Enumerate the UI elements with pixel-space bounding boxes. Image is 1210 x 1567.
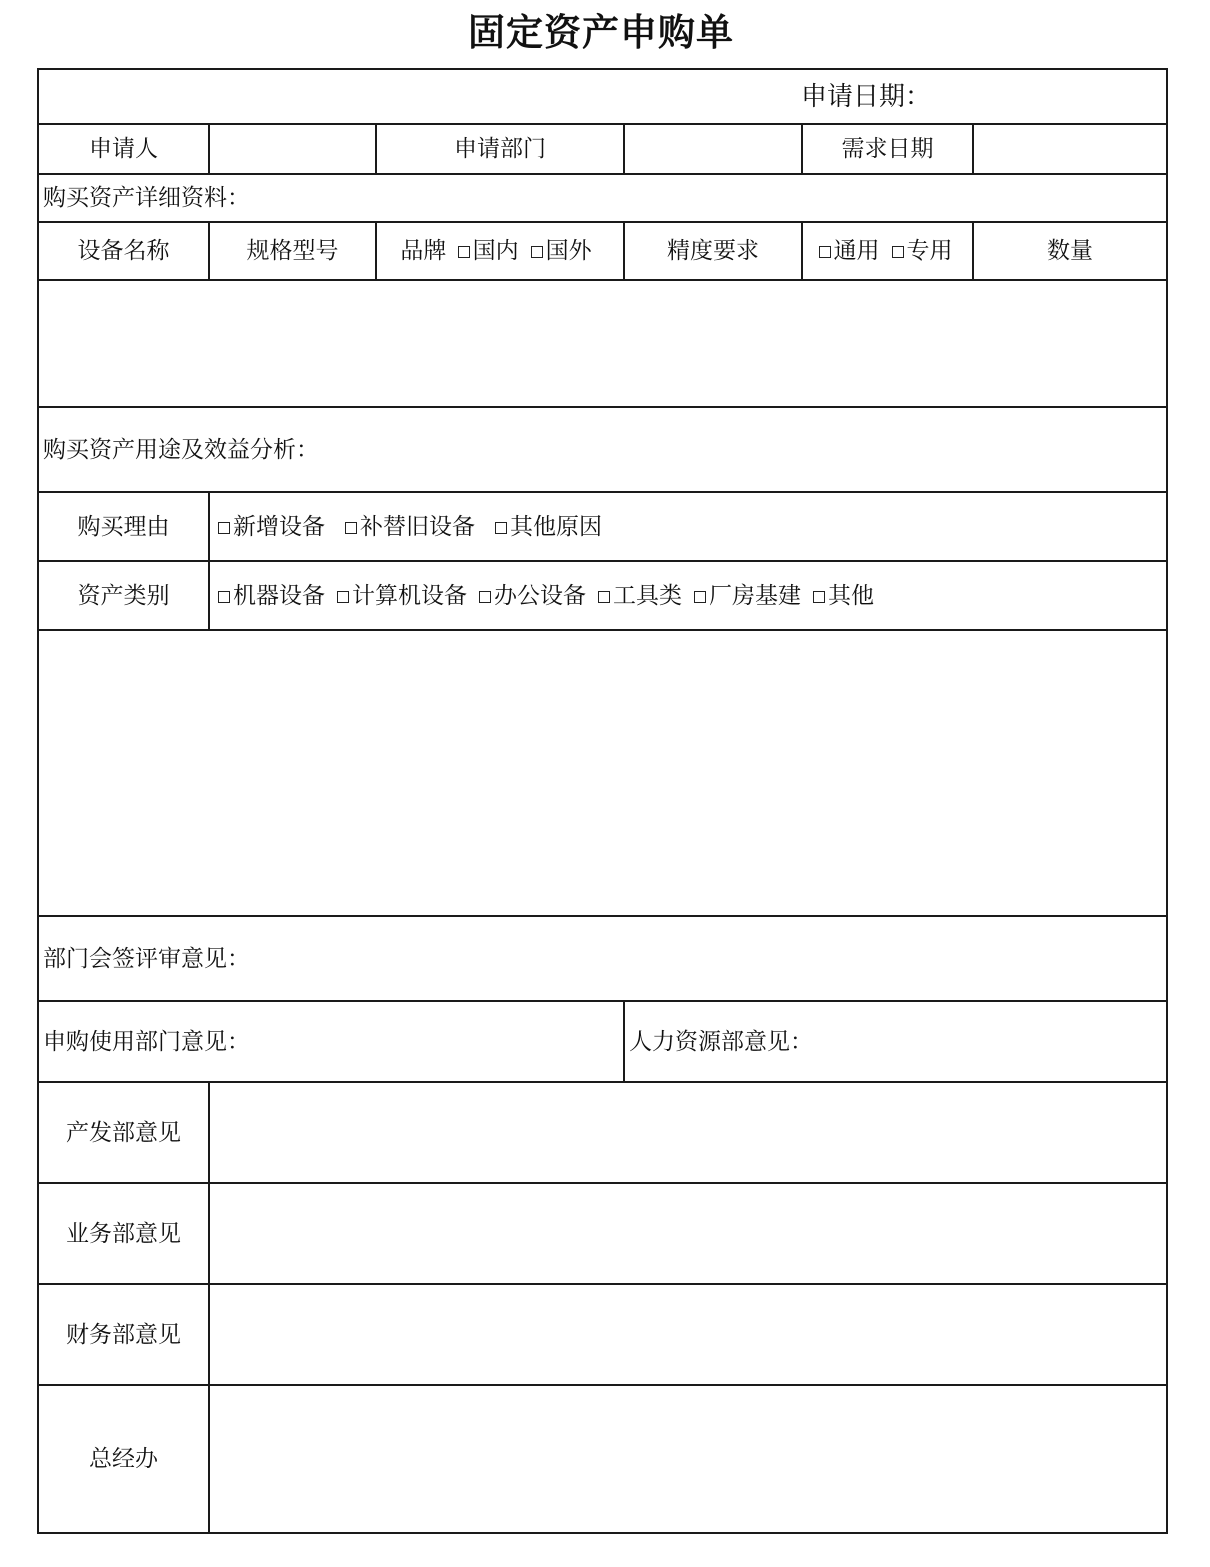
hr-opinion-field[interactable] <box>624 1001 1167 1082</box>
usage-cell <box>802 222 973 280</box>
checkbox-icon[interactable] <box>813 591 825 603</box>
page-title: 固定资产申购单 <box>468 11 734 54</box>
asset-details-label: 购买资产详细资料： <box>38 174 1167 222</box>
category-option-machinery[interactable]: 机器设备 <box>214 582 325 610</box>
business-opinion-label: 业务部意见 <box>38 1183 209 1284</box>
apply-date-field[interactable] <box>38 69 1167 124</box>
business-opinion-input[interactable] <box>209 1183 1167 1284</box>
asset-category-options <box>209 561 1167 630</box>
checkbox-icon[interactable] <box>598 591 610 603</box>
checkbox-icon[interactable] <box>345 522 357 534</box>
need-date-input[interactable] <box>973 124 1167 174</box>
brand-label: 品牌 <box>400 238 447 264</box>
reason-option-other[interactable]: 其他原因 <box>491 513 602 541</box>
purchase-reason-label: 购买理由 <box>38 492 209 561</box>
category-option-office[interactable]: 办公设备 <box>475 582 586 610</box>
analysis-entry-area[interactable] <box>38 630 1167 916</box>
checkbox-icon[interactable] <box>819 246 831 258</box>
detail-entry-row <box>38 280 1167 407</box>
gm-office-row <box>38 1385 1167 1533</box>
gm-office-label: 总经办 <box>38 1385 209 1533</box>
applicant-input[interactable] <box>209 124 376 174</box>
business-opinion-row <box>38 1183 1167 1284</box>
brand-option-foreign[interactable]: 国外 <box>527 237 592 265</box>
rd-opinion-label: 产发部意见 <box>38 1082 209 1183</box>
quantity-header: 数量 <box>973 222 1167 280</box>
hr-opinion-label: 人力资源部意见： <box>629 1028 813 1055</box>
detail-entry-area[interactable] <box>38 280 1167 407</box>
department-label: 申请部门 <box>376 124 624 174</box>
rd-opinion-input[interactable] <box>209 1082 1167 1183</box>
apply-date-label: 申请日期： <box>801 81 932 112</box>
need-date-label: 需求日期 <box>802 124 973 174</box>
purchase-reason-row <box>38 492 1167 561</box>
checkbox-icon[interactable] <box>218 591 230 603</box>
applicant-label: 申请人 <box>38 124 209 174</box>
equipment-name-header: 设备名称 <box>38 222 209 280</box>
usage-benefit-label: 购买资产用途及效益分析： <box>38 407 1167 492</box>
checkbox-icon[interactable] <box>479 591 491 603</box>
checkbox-icon[interactable] <box>892 246 904 258</box>
department-input[interactable] <box>624 124 802 174</box>
checkbox-icon[interactable] <box>694 591 706 603</box>
detail-header-row <box>38 222 1167 280</box>
checkbox-icon[interactable] <box>337 591 349 603</box>
checkbox-icon[interactable] <box>458 246 470 258</box>
usage-option-general[interactable]: 通用 <box>815 237 880 265</box>
asset-category-row <box>38 561 1167 630</box>
precision-header: 精度要求 <box>624 222 802 280</box>
reason-option-new[interactable]: 新增设备 <box>214 513 325 541</box>
brand-cell <box>376 222 624 280</box>
finance-opinion-label: 财务部意见 <box>38 1284 209 1385</box>
reason-option-replace[interactable]: 补替旧设备 <box>341 513 475 541</box>
dept-opinion-row <box>38 1001 1167 1082</box>
purchase-reason-options <box>209 492 1167 561</box>
asset-details-row <box>38 174 1167 222</box>
rd-opinion-row <box>38 1082 1167 1183</box>
category-option-tools[interactable]: 工具类 <box>594 582 682 610</box>
dept-review-label: 部门会签评审意见： <box>38 916 1167 1001</box>
usage-benefit-row <box>38 407 1167 492</box>
analysis-entry-row <box>38 630 1167 916</box>
brand-option-domestic[interactable]: 国内 <box>454 237 519 265</box>
finance-opinion-input[interactable] <box>209 1284 1167 1385</box>
asset-category-label: 资产类别 <box>38 561 209 630</box>
checkbox-icon[interactable] <box>531 246 543 258</box>
spec-model-header: 规格型号 <box>209 222 376 280</box>
gm-office-input[interactable] <box>209 1385 1167 1533</box>
using-dept-opinion-field[interactable] <box>38 1001 624 1082</box>
checkbox-icon[interactable] <box>495 522 507 534</box>
dept-review-row <box>38 916 1167 1001</box>
category-option-computer[interactable]: 计算机设备 <box>333 582 467 610</box>
category-option-plant[interactable]: 厂房基建 <box>690 582 801 610</box>
applicant-row <box>38 124 1167 174</box>
usage-option-special[interactable]: 专用 <box>888 237 953 265</box>
category-option-other[interactable]: 其他 <box>809 582 874 610</box>
checkbox-icon[interactable] <box>218 522 230 534</box>
using-dept-opinion-label: 申购使用部门意见： <box>43 1028 250 1055</box>
purchase-form-table <box>37 68 1168 1534</box>
apply-date-row <box>38 69 1167 124</box>
finance-opinion-row <box>38 1284 1167 1385</box>
